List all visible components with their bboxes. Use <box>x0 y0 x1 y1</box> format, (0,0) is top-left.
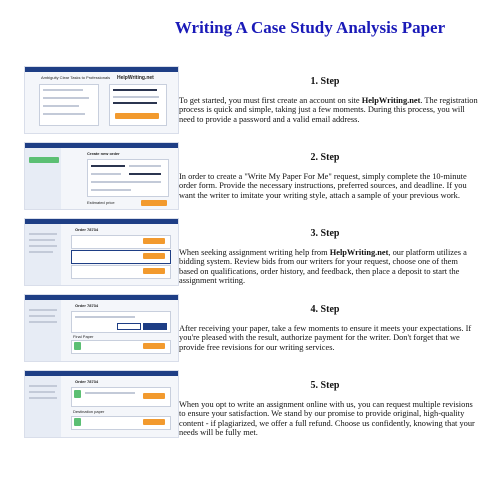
step-4-thumb-caption: Final Paper <box>73 334 94 339</box>
step-3-text: When seeking assignment writing help from HelpWriting.net, our platform utilizes a bidding system. Review bids from our writers for your request, choose one of them based on qualifications, order history, and feedback, then place a deposit to start the assignment writing. <box>179 248 467 285</box>
step-5-thumb-title: Order 78734 <box>75 379 99 384</box>
site-name: HelpWriting.net <box>361 96 421 105</box>
step-5-screenshot <box>24 370 179 438</box>
step-3-thumb-title: Order 78734 <box>75 227 99 232</box>
step-5-heading: 5. Step <box>310 380 340 391</box>
step-4-thumb-title: Order 78734 <box>75 303 99 308</box>
step-4-heading: 4. Step <box>310 304 340 315</box>
step-4-screenshot <box>24 294 179 362</box>
step-3-screenshot <box>24 218 179 286</box>
step-2-text: In order to create a "Write My Paper For Me" request, simply complete the 10-minute order form. Provide the necessary instructions, preferred sources, and deadline. If you want the writer to imitate your writing style, attach a sample of your previous work. <box>179 172 467 200</box>
step-5-text: When you opt to write an assignment online with us, you can request multiple revisions to ensure your satisfaction. We stand by our promise to provide original, high-quality content - if plagiarized, we offer a full refund. Choose us confidently, knowing that your needs will be fully met. <box>179 400 475 437</box>
step-2-screenshot <box>24 142 179 210</box>
step-1-thumb-caption: Ambiguity Clear Tasks to Professionals <box>41 75 111 80</box>
step-1-heading: 1. Step <box>310 76 340 87</box>
step-1-screenshot <box>24 66 179 134</box>
step-1-thumb-title: HelpWriting.net <box>117 75 154 81</box>
step-2-heading: 2. Step <box>310 152 340 163</box>
page-title: Writing A Case Study Analysis Paper <box>174 18 446 37</box>
step-5-thumb-caption: Destination paper <box>73 409 105 414</box>
step-1-text: To get started, you must first create an account on site HelpWriting.net. The registration process is quick and simple, taking just a few moments. During this process, you will need to provide a password and a valid email address. <box>179 96 478 124</box>
step-2-thumb-title: Create new order <box>87 151 120 156</box>
step-2-thumb-caption: Estimated price <box>87 200 115 205</box>
site-name: HelpWriting.net <box>329 248 389 257</box>
step-4-text: After receiving your paper, take a few moments to ensure it meets your expectations. If you're pleased with the result, authorize payment for the writer. Don't forget that we provide free revisions for our writing services. <box>179 324 472 352</box>
step-3-heading: 3. Step <box>310 228 340 239</box>
